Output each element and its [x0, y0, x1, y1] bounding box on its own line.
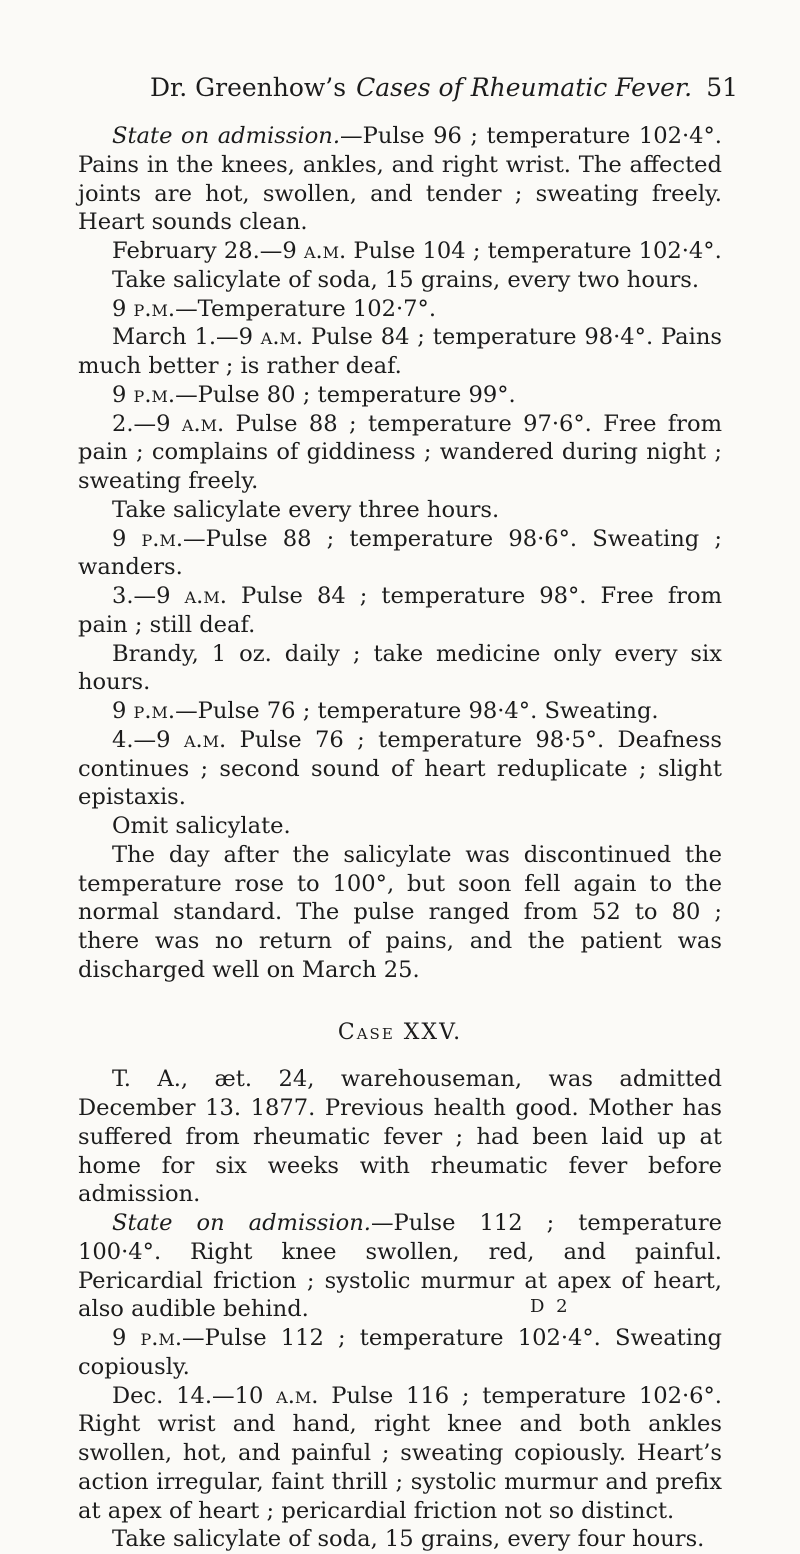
paragraph: 3.—9 a.m. Pulse 84 ; temperature 98°. Free from pain ; still deaf. — [78, 583, 723, 638]
running-header — [150, 72, 738, 104]
paragraph: Omit salicylate. — [112, 813, 291, 839]
case-heading: Case XXV. — [337, 1019, 463, 1045]
header-author: Dr. Greenhow’s — [150, 73, 347, 102]
paragraph: 9 p.m.—Pulse 76 ; temperature 98·4°. Sweating. — [112, 698, 659, 724]
paragraph: 4.—9 a.m. Pulse 76 ; temperature 98·5°. Deafness continues ; second sound of heart reduplicate ; slight epistaxis. — [78, 726, 722, 811]
paragraph: 9 p.m.—Pulse 80 ; temperature 99°. — [112, 381, 516, 408]
paragraph: 9 p.m.—Pulse 88 ; temperature 98·6°. Sweating ; wanders. — [78, 525, 722, 581]
paragraph: Take salicylate of soda, 15 grains, every four hours. — [112, 1526, 705, 1553]
paragraph: Take salicylate every three hours. — [112, 496, 500, 523]
paragraph: State on admission.—Pulse 112 ; temperature 100·4°. Right knee swollen, red, and painful. Pericardial friction ; systolic murmur at apex of heart, also audible behind. — [78, 1210, 722, 1323]
paragraph: T. A., æt. 24, warehouseman, was admitted December 13. 1877. Previous health good. Mother has suffered from rheumatic fever ; had been laid up at home for six weeks with rheumatic fever before admission. — [78, 1066, 722, 1208]
paragraph: Brandy, 1 oz. daily ; take medicine only every six hours. — [78, 640, 722, 696]
signature-mark: D 2 — [530, 1296, 571, 1317]
paragraph: 9 p.m.—Pulse 112 ; temperature 102·4°. Sweating copiously. — [78, 1325, 722, 1380]
paragraph: State on admission.—Pulse 96 ; temperature 102·4°. Pains in the knees, ankles, and right wrist. The affected joints are hot, swollen, and tender ; sweating freely. Heart sounds clean. — [78, 123, 722, 236]
paragraph: The day after the salicylate was discontinued the temperature rose to 100°, but soon fell again to the normal standard. The pulse ranged from 52 to 80 ; there was no return of pains, and the patient was discharged well on March 25. — [78, 841, 722, 983]
paragraph: Take salicylate of soda, 15 grains, every two hours. — [112, 266, 700, 293]
paragraph: 9 p.m.—Temperature 102·7°. — [112, 295, 437, 322]
page-number: 51 — [706, 73, 738, 102]
header-title: Cases of Rheumatic Fever. — [356, 73, 693, 102]
paragraph: 2.—9 a.m. Pulse 88 ; temperature 97·6°. Free from pain ; complains of giddiness ; wandered during night ; sweating freely. — [78, 410, 722, 494]
paragraph: Dec. 14.—10 a.m. Pulse 116 ; temperature 102·6°. Right wrist and hand, right knee and both ankles swollen, hot, and painful ; sweating copiously. Heart’s action irregular, faint thrill ; systolic murmur and prefix at apex of heart ; pericardial friction not so distinct. — [78, 1382, 722, 1524]
paragraph: February 28.—9 a.m. Pulse 104 ; temperature 102·4°. — [112, 238, 722, 264]
paragraph: March 1.—9 a.m. Pulse 84 ; temperature 98·4°. Pains much better ; is rather deaf. — [78, 324, 722, 379]
page-body — [78, 122, 722, 1554]
